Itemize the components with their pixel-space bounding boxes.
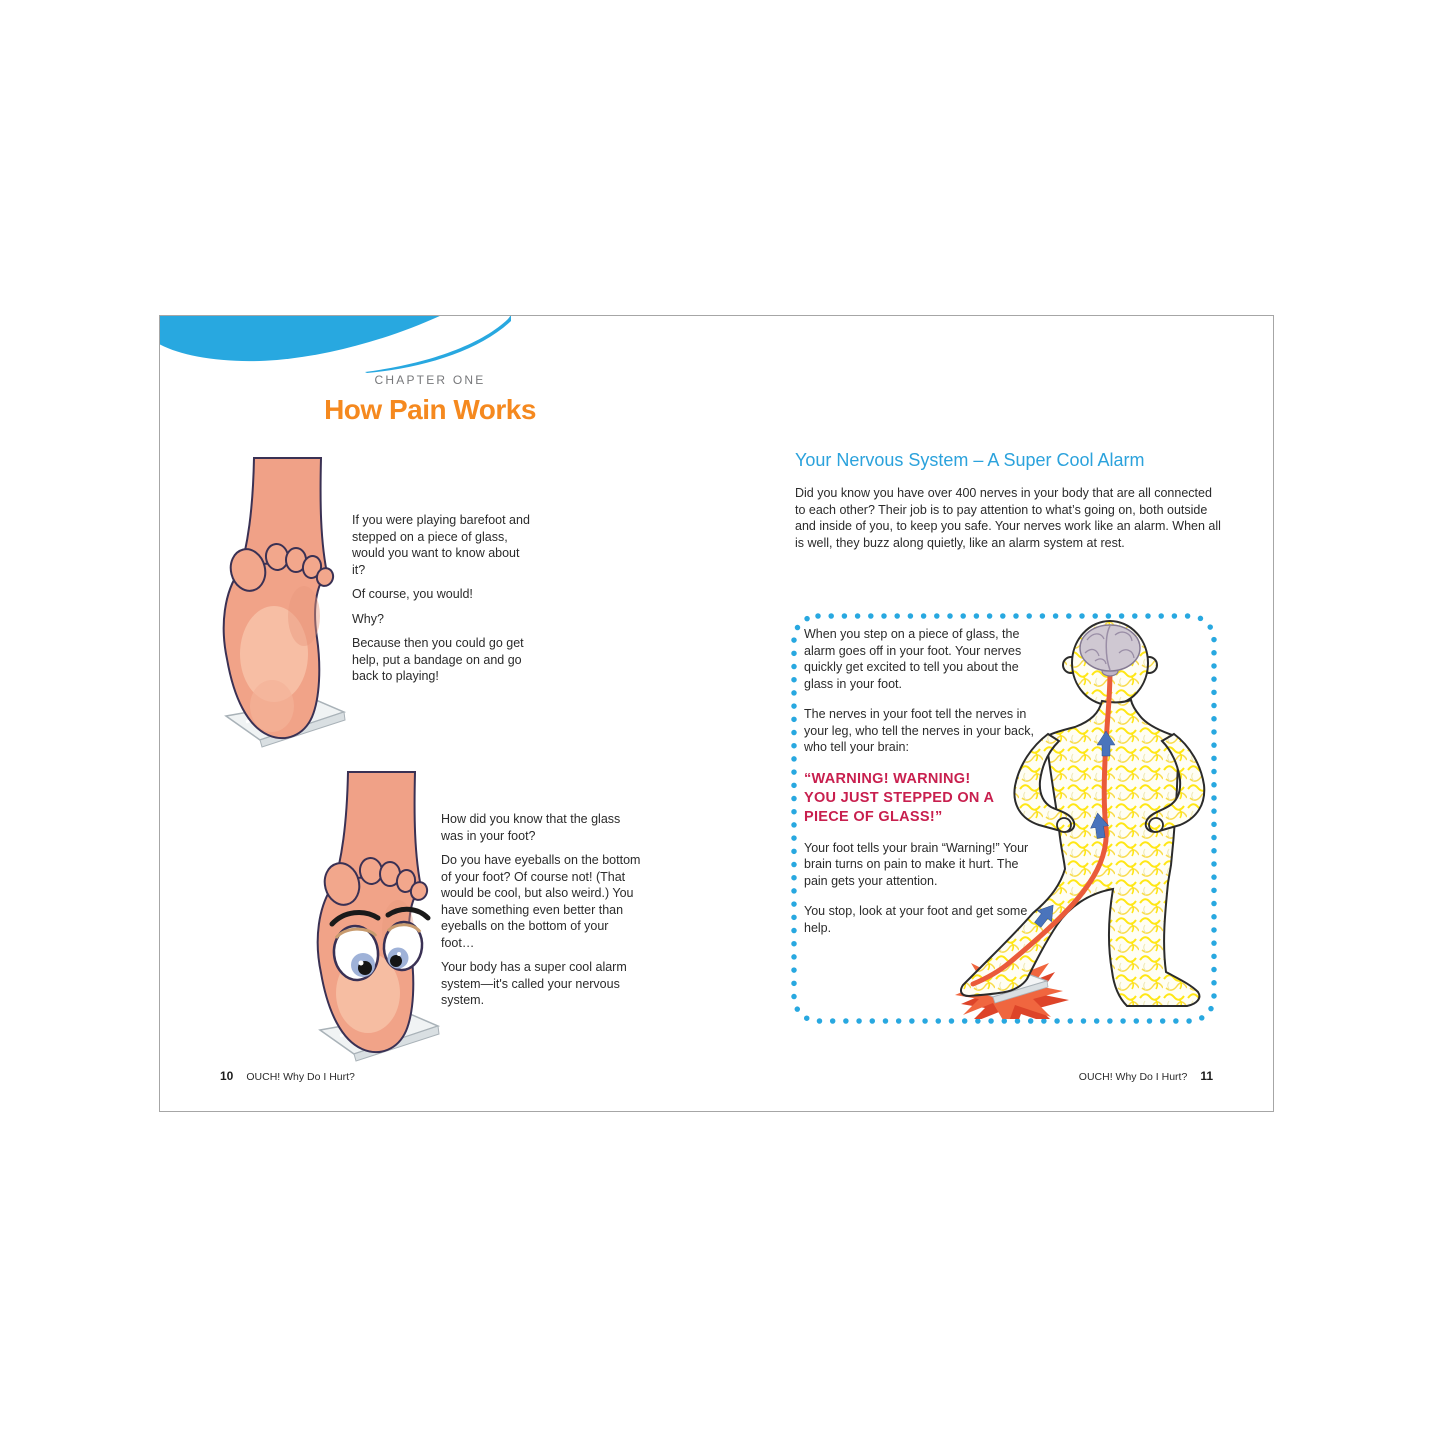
page-number: 10 bbox=[220, 1069, 234, 1083]
paragraph: If you were playing barefoot and stepped on a piece of glass, would you want to know about it? bbox=[352, 513, 530, 577]
fist-left bbox=[1057, 818, 1071, 832]
left-text-block-1 bbox=[352, 512, 532, 693]
fist-right bbox=[1149, 818, 1163, 832]
callout-text bbox=[804, 626, 1036, 950]
page-title: How Pain Works bbox=[324, 394, 536, 425]
chapter-label: CHAPTER ONE bbox=[374, 373, 486, 387]
paragraph: When you step on a piece of glass, the alarm goes off in your foot. Your nerves quickly get excited to tell you about the glass in your foot. bbox=[804, 627, 1022, 691]
section-heading: Your Nervous System – A Super Cool Alarm bbox=[795, 450, 1145, 470]
paragraph: Do you have eyeballs on the bottom of your foot? Of course not! (That would be cool, but also weird.) You have something even better than eyeballs on the bottom of your foot… bbox=[441, 853, 641, 950]
intro-paragraph: Did you know you have over 400 nerves in your body that are all connected to each other? Their job is to pay attention to what’s going on, both outside and inside of you, to keep you safe. Your nerves work like an alarm. When all is well, they buzz along quietly, like an alarm system at rest. bbox=[795, 486, 1221, 550]
swoosh-graphic bbox=[159, 315, 511, 373]
left-text-block-2 bbox=[441, 811, 641, 1017]
paragraph: Of course, you would! bbox=[352, 587, 473, 601]
paragraph: Why? bbox=[352, 611, 384, 626]
paragraph: Your body has a super cool alarm system—it's called your nervous system. bbox=[441, 960, 627, 1007]
warning-text: “WARNING! WARNING! YOU JUST STEPPED ON A PIECE OF GLASS!” bbox=[804, 770, 995, 825]
callout-box bbox=[789, 611, 1219, 1026]
paragraph: How did you know that the glass was in your foot? bbox=[441, 812, 621, 843]
foot-with-eyes-illustration bbox=[282, 768, 467, 1068]
paragraph: Your foot tells your brain “Warning!” Your brain turns on pain to make it hurt. The pain gets your attention. bbox=[804, 840, 1029, 888]
book-spread bbox=[159, 315, 1274, 1112]
footer-right bbox=[1079, 1069, 1213, 1083]
book-title: OUCH! Why Do I Hurt? bbox=[1078, 1071, 1188, 1083]
paragraph: The nerves in your foot tell the nerves in your leg, who tell the nerves in your back, who tell your brain: bbox=[804, 707, 1034, 754]
paragraph: You stop, look at your foot and get some help. bbox=[804, 904, 1028, 935]
paragraph: Because then you could go get help, put a bandage on and go back to playing! bbox=[352, 636, 524, 683]
page-number: 11 bbox=[1200, 1069, 1213, 1083]
chapter-heading bbox=[260, 373, 600, 426]
foot-on-glass-illustration bbox=[212, 454, 352, 754]
footer-left bbox=[220, 1069, 355, 1083]
book-title: OUCH! Why Do I Hurt? bbox=[246, 1071, 355, 1083]
